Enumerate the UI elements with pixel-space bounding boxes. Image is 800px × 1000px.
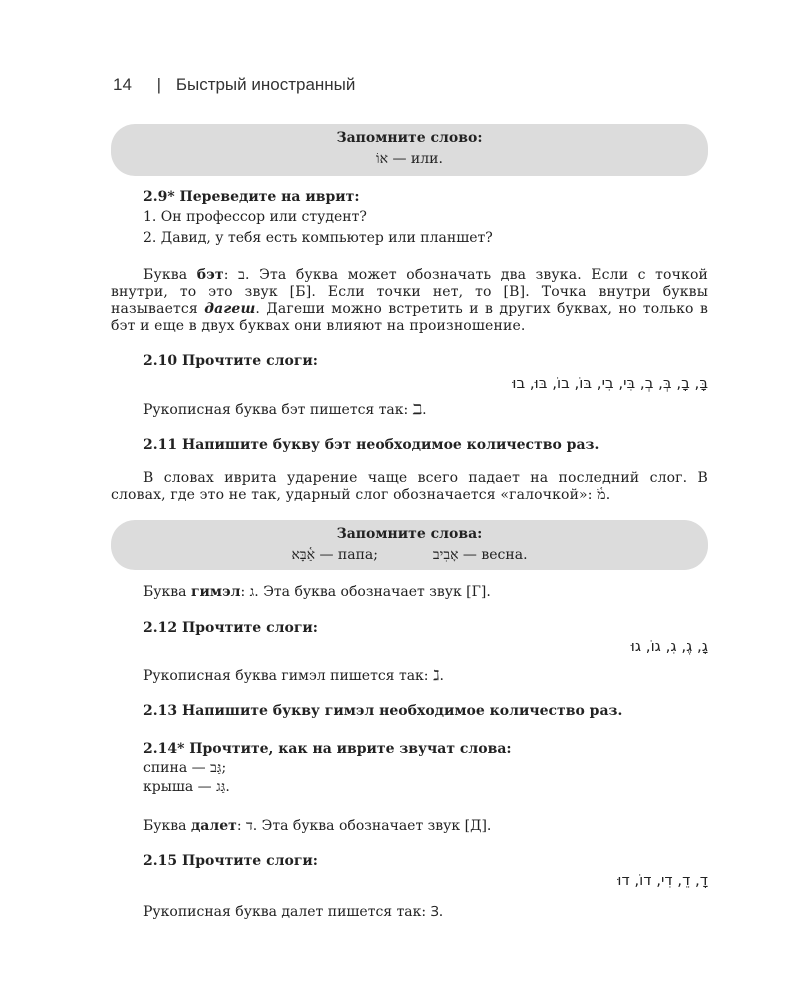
paragraph-gimel xyxy=(143,584,491,601)
memorize-word-papa: אַ֫בָּא — папа; xyxy=(291,547,378,563)
paragraph-bet-pre: Буква xyxy=(143,267,197,283)
page-number: 14 xyxy=(113,75,132,94)
paragraph-bet-mid: : ב. Эта буква может обозначать два звука. Если с точкой внутри, то это звук [Б]. Если точки нет, то [В]. Точка внутри буквы называется xyxy=(111,267,708,317)
memorize-words-title: Запомните слова: xyxy=(336,526,483,542)
letter-name-dalet: далет xyxy=(190,818,237,834)
page-header xyxy=(113,75,355,95)
exercise-2-11-title: 2.11 Напишите букву бэт необходимое количество раз. xyxy=(143,437,600,453)
memorize-words-row xyxy=(111,545,708,566)
paragraph-bet xyxy=(111,267,708,335)
paragraph-stress: В словах иврита ударение чаще всего падает на последний слог. В словах, где это не так, ударный слог обозначается «галочкой»: מֹ֫. xyxy=(111,470,708,503)
memorize-word-content: אוֹ — или. xyxy=(376,151,443,167)
memorize-word-box xyxy=(111,124,708,176)
handwriting-bet: Рукописная буква бэт пишется так: ℶ. xyxy=(143,402,427,418)
exercise-2-10-title: 2.10 Прочтите слоги: xyxy=(143,353,318,369)
exercise-2-15-syllables: דָ, דֵ, דִי, דוֹ, דוּ xyxy=(617,871,708,889)
exercise-2-9-item-1: 1. Он профессор или студент? xyxy=(143,209,367,225)
memorize-word-title: Запомните слово: xyxy=(336,130,483,146)
exercise-2-13-title: 2.13 Напишите букву гимэл необходимое количество раз. xyxy=(143,703,623,719)
memorize-word-spring: אָבִיב — весна. xyxy=(432,547,528,563)
paragraph-dalet-post: : ד. Эта буква обозначает звук [Д]. xyxy=(236,818,492,834)
exercise-2-9-item-2: 2. Давид, у тебя есть компьютер или планшет? xyxy=(143,230,493,246)
paragraph-dalet-pre: Буква xyxy=(143,818,191,834)
paragraph-gimel-pre: Буква xyxy=(143,584,191,600)
exercise-2-12-syllables: גָ, גֶ, גִ, גוֹ, גוּ xyxy=(630,637,708,655)
term-dagesh: дагеш xyxy=(204,301,256,317)
exercise-2-10-syllables: בָּ, בָ, בְּ, בְ, בִּי, בִי, בּוֹ, בוֹ, בּוּ, בוּ xyxy=(512,374,708,392)
paragraph-gimel-post: : ג. Эта буква обозначает звук [Г]. xyxy=(240,584,491,600)
exercise-2-9-title: 2.9* Переведите на иврит: xyxy=(143,189,360,205)
paragraph-dalet xyxy=(143,818,491,835)
exercise-2-14-item-1: спина — גַּב; xyxy=(143,760,227,776)
exercise-2-12-title: 2.12 Прочтите слоги: xyxy=(143,620,318,636)
exercise-2-14-title: 2.14* Прочтите, как на иврите звучат слова: xyxy=(143,741,512,757)
handwriting-gimel: Рукописная буква гимэл пишется так: ℷ. xyxy=(143,668,444,684)
letter-name-gimel: гимэл xyxy=(190,584,241,600)
memorize-words-box xyxy=(111,520,708,570)
exercise-2-14-item-2: крыша — גַּג. xyxy=(143,779,230,795)
book-title: Быстрый иностранный xyxy=(175,75,356,94)
exercise-2-15-title: 2.15 Прочтите слоги: xyxy=(143,853,318,869)
header-separator: | xyxy=(156,75,162,94)
letter-name-bet: бэт xyxy=(196,267,224,283)
paragraph-bet-post: . Дагеши можно встретить и в других буквах, но только в бэт и еще в двух буквах они влияют на произношение. xyxy=(111,301,708,334)
handwriting-dalet: Рукописная буква далет пишется так: Ɜ. xyxy=(143,904,444,920)
